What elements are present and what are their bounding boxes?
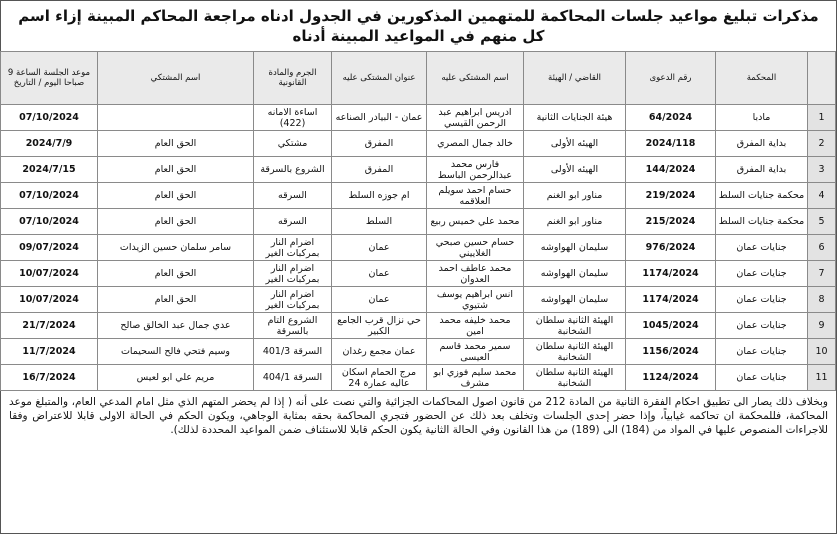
- table-header-row: [1, 52, 836, 105]
- cell-judge: الهيئه الأولى: [524, 157, 626, 183]
- cell-address: عمان - البيادر الصناعه: [332, 105, 427, 131]
- cell-defendant: خالد جمال المصري: [427, 131, 524, 157]
- cell-judge: هيئة الجنايات الثانية: [524, 105, 626, 131]
- cell-judge: مناور ابو الغنم: [524, 209, 626, 235]
- cell-crime: اساءة الامانه (422): [254, 105, 332, 131]
- cell-date: 16/7/2024: [1, 365, 98, 391]
- cell-case-no: 1174/2024: [626, 287, 716, 313]
- cell-address: حي نزال قرب الجامع الكبير: [332, 313, 427, 339]
- header-crime: الجرم والمادة القانونية: [254, 52, 332, 105]
- cell-judge: الهيئة الثانية سلطان الشخانبة: [524, 365, 626, 391]
- cell-case-no: 2024/118: [626, 131, 716, 157]
- cell-address: ام جوزه السلط: [332, 183, 427, 209]
- page-title: مذكرات تبليغ مواعيد جلسات المحاكمة للمتهمين المذكورين في الجدول ادناه مراجعة المحاكم المبينة إزاء اسم كل منهم في المواعيد المبينة أدناه: [18, 7, 819, 45]
- cell-address: المفرق: [332, 157, 427, 183]
- cell-date: 11/7/2024: [1, 339, 98, 365]
- cell-complainant: الحق العام: [98, 157, 254, 183]
- cell-index: 5: [808, 209, 836, 235]
- cell-crime: الشروع بالسرقة: [254, 157, 332, 183]
- cell-address: عمان: [332, 261, 427, 287]
- table-row: [1, 157, 836, 183]
- cell-crime: اضرام النار بمركبات الغير: [254, 235, 332, 261]
- table-row: [1, 339, 836, 365]
- cell-court: جنايات عمان: [716, 365, 808, 391]
- cell-address: عمان: [332, 287, 427, 313]
- cell-index: 6: [808, 235, 836, 261]
- cell-index: 7: [808, 261, 836, 287]
- cell-complainant: [98, 105, 254, 131]
- cell-crime: اضرام النار بمركبات الغير: [254, 287, 332, 313]
- cell-complainant: الحق العام: [98, 261, 254, 287]
- header-court: المحكمة: [716, 52, 808, 105]
- cell-defendant: سمير محمد قاسم العيسى: [427, 339, 524, 365]
- cell-defendant: حسام حسين صبحي الغلاييني: [427, 235, 524, 261]
- cell-date: 2024/7/9: [1, 131, 98, 157]
- header-address: عنوان المشتكى عليه: [332, 52, 427, 105]
- cell-index: 10: [808, 339, 836, 365]
- cell-index: 3: [808, 157, 836, 183]
- cell-court: جنايات عمان: [716, 287, 808, 313]
- cell-crime: الشروع التام بالسرقة: [254, 313, 332, 339]
- header-case-no: رقم الدعوى: [626, 52, 716, 105]
- cell-complainant: الحق العام: [98, 131, 254, 157]
- cell-case-no: 1045/2024: [626, 313, 716, 339]
- cell-defendant: حسام احمد سويلم العلاقمه: [427, 183, 524, 209]
- cell-date: 07/10/2024: [1, 105, 98, 131]
- cell-case-no: 1156/2024: [626, 339, 716, 365]
- cell-court: جنايات عمان: [716, 261, 808, 287]
- cell-crime: السرقة 404/1: [254, 365, 332, 391]
- cell-defendant: محمد سليم فوزي ابو مشرف: [427, 365, 524, 391]
- cell-index: 9: [808, 313, 836, 339]
- cell-crime: السرقه: [254, 209, 332, 235]
- cell-defendant: ادريس ابراهيم عبد الرحمن القيسي: [427, 105, 524, 131]
- cell-index: 2: [808, 131, 836, 157]
- table-row: [1, 313, 836, 339]
- cell-crime: مشتكي: [254, 131, 332, 157]
- cell-judge: سليمان الهواوشه: [524, 261, 626, 287]
- cell-defendant: محمد خليفه محمد امين: [427, 313, 524, 339]
- cell-judge: سليمان الهواوشه: [524, 235, 626, 261]
- cell-defendant: انس ابراهيم يوسف شتيوي: [427, 287, 524, 313]
- cell-crime: اضرام النار بمركبات الغير: [254, 261, 332, 287]
- table-row: [1, 365, 836, 391]
- table-row: [1, 287, 836, 313]
- cell-date: 07/10/2024: [1, 183, 98, 209]
- header-complainant: اسم المشتكي: [98, 52, 254, 105]
- cell-court: محكمة جنايات السلط: [716, 183, 808, 209]
- cell-date: 10/07/2024: [1, 287, 98, 313]
- cell-case-no: 219/2024: [626, 183, 716, 209]
- table-row: [1, 209, 836, 235]
- cell-crime: السرقه: [254, 183, 332, 209]
- cell-complainant: الحق العام: [98, 183, 254, 209]
- cell-court: جنايات عمان: [716, 339, 808, 365]
- cell-index: 1: [808, 105, 836, 131]
- cell-index: 8: [808, 287, 836, 313]
- cell-defendant: محمد عاطف احمد العدوان: [427, 261, 524, 287]
- cell-address: عمان مجمع رغدان: [332, 339, 427, 365]
- cell-address: مرج الحمام اسكان عاليه عمارة 24: [332, 365, 427, 391]
- header-defendant: اسم المشتكى عليه: [427, 52, 524, 105]
- table-row: [1, 235, 836, 261]
- header-judge: القاضي / الهيئة: [524, 52, 626, 105]
- header-index: [808, 52, 836, 105]
- cell-index: 4: [808, 183, 836, 209]
- cell-complainant: الحق العام: [98, 287, 254, 313]
- cell-date: 09/07/2024: [1, 235, 98, 261]
- table-row: [1, 105, 836, 131]
- cell-judge: الهيئة الثانية سلطان الشخانبة: [524, 313, 626, 339]
- cell-date: 07/10/2024: [1, 209, 98, 235]
- legal-footer-note: وبخلاف ذلك يصار الى تطبيق احكام الفقرة الثانية من المادة 212 من قانون اصول المحاكمات الجزائية والتي نصت على أنه ( إذا لم يحضر المتهم الذي مثل امام المدعي العام، والمتبلغ موعد المحاكمة، فللمحكمة ان تحاكمه غيابياً، وإذا حضر إحدى الجلسات وتخلف بعد ذلك عن الحضور فتجري المحاكمة بحقه بمثابة الوجاهي، ويكون الحكم في الحالة الاولى قابلا للاعتراض وفقا للاجراءات المنصوص عليها في المواد من (184) الى (189) من هذا القانون وفي الحالة الثانية يكون الحكم قابلا للاستئناف ضمن المواعيد المحددة لذلك).: [9, 396, 828, 436]
- cell-date: 10/07/2024: [1, 261, 98, 287]
- cell-judge: سليمان الهواوشه: [524, 287, 626, 313]
- cell-court: محكمة جنايات السلط: [716, 209, 808, 235]
- cell-court: جنايات عمان: [716, 235, 808, 261]
- header-date: موعد الجلسة الساعة 9 صباحا اليوم / التاريخ: [1, 52, 98, 105]
- cell-court: مادبا: [716, 105, 808, 131]
- cell-case-no: 1174/2024: [626, 261, 716, 287]
- table-row: [1, 183, 836, 209]
- cell-judge: الهيئة الثانية سلطان الشخانبة: [524, 339, 626, 365]
- cell-complainant: الحق العام: [98, 209, 254, 235]
- cell-date: 2024/7/15: [1, 157, 98, 183]
- hearings-table: [0, 51, 836, 391]
- cell-court: جنايات عمان: [716, 313, 808, 339]
- cell-crime: السرقة 401/3: [254, 339, 332, 365]
- cell-case-no: 64/2024: [626, 105, 716, 131]
- cell-address: المفرق: [332, 131, 427, 157]
- cell-address: السلط: [332, 209, 427, 235]
- cell-court: بداية المفرق: [716, 157, 808, 183]
- cell-case-no: 976/2024: [626, 235, 716, 261]
- cell-court: بداية المفرق: [716, 131, 808, 157]
- cell-address: عمان: [332, 235, 427, 261]
- cell-case-no: 215/2024: [626, 209, 716, 235]
- cell-case-no: 144/2024: [626, 157, 716, 183]
- cell-defendant: فارس محمد عبدالرحمن الباسط: [427, 157, 524, 183]
- cell-complainant: عدي جمال عبد الخالق صالح: [98, 313, 254, 339]
- cell-defendant: محمد علي خميس ربيع: [427, 209, 524, 235]
- cell-complainant: وسيم فتحي فالح السحيمات: [98, 339, 254, 365]
- cell-index: 11: [808, 365, 836, 391]
- cell-case-no: 1124/2024: [626, 365, 716, 391]
- table-row: [1, 261, 836, 287]
- cell-complainant: سامر سلمان حسين الزيدات: [98, 235, 254, 261]
- cell-judge: الهيئه الأولى: [524, 131, 626, 157]
- cell-complainant: مريم علي ابو لعيس: [98, 365, 254, 391]
- table-row: [1, 131, 836, 157]
- cell-judge: مناور ابو الغنم: [524, 183, 626, 209]
- cell-date: 21/7/2024: [1, 313, 98, 339]
